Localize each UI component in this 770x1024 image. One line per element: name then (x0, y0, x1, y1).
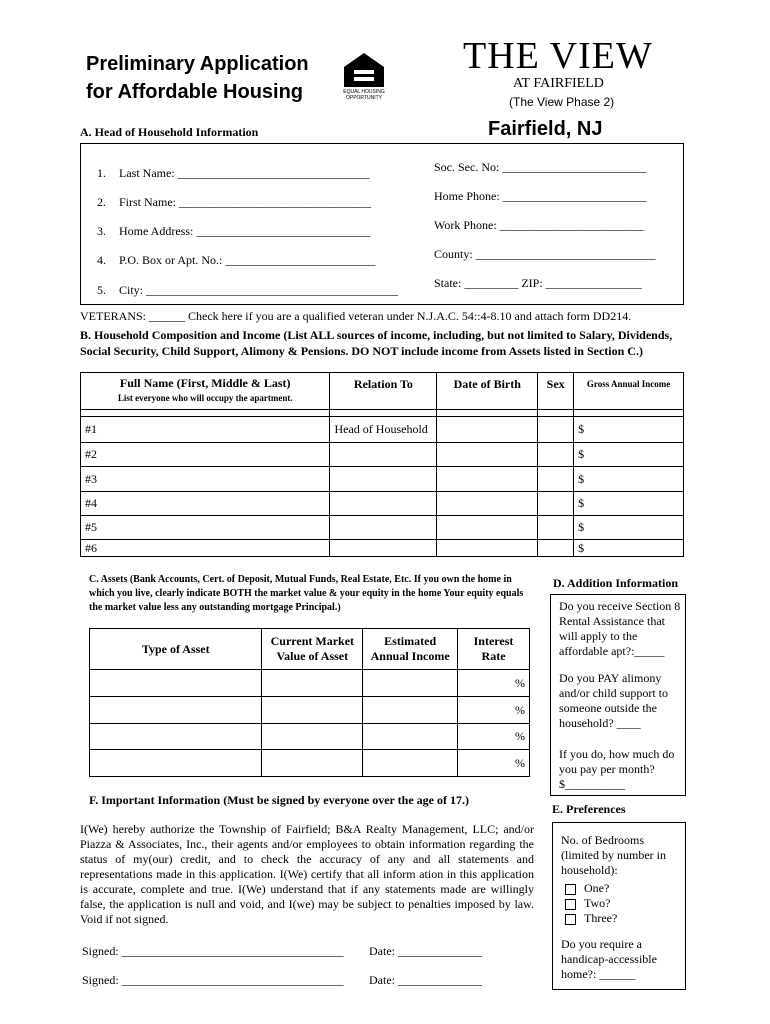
section-b-title: B. Household Composition and Income (List ALL sources of income, including, but not limited to Salary, Dividends, Social Security, Child Support, Alimony & Pensions. DO NOT include income from Assets listed in Section C.) (80, 328, 673, 358)
row-dob[interactable] (437, 516, 538, 540)
first-name-field[interactable]: First Name: ________________________________ (119, 195, 371, 209)
po-box-num: 4. (97, 253, 106, 267)
row-sex[interactable] (538, 417, 574, 443)
table-row (90, 670, 530, 697)
asset-type-cell[interactable] (90, 697, 262, 724)
alimony-amount-question[interactable]: If you do, how much do you pay per month? $__________ (559, 747, 675, 791)
additional-info-box (550, 594, 686, 796)
signature-line-2[interactable]: Signed: _____________________________________ (82, 973, 344, 987)
state-zip-field[interactable]: State: _________ ZIP: ________________ (434, 276, 642, 290)
row-dob[interactable] (437, 540, 538, 557)
asset-type-cell[interactable] (90, 750, 262, 777)
interest-rate-cell[interactable]: % (458, 697, 530, 724)
table-row (81, 492, 684, 516)
location-label: Fairfield, NJ (488, 118, 603, 140)
row-sex[interactable] (538, 443, 574, 467)
asset-type-cell[interactable] (90, 724, 262, 750)
col-income-header: Gross Annual Income (574, 373, 684, 410)
home-address-num: 3. (97, 224, 106, 238)
col-interest-rate-header: Interest Rate (458, 629, 530, 670)
market-value-cell[interactable] (262, 750, 363, 777)
checkbox-icon[interactable] (565, 884, 576, 895)
checkbox-icon[interactable] (565, 914, 576, 925)
option-two-label: Two? (584, 896, 611, 910)
last-name-field[interactable]: Last Name: ________________________________ (119, 166, 370, 180)
table-row (81, 467, 684, 492)
po-box-field[interactable]: P.O. Box or Apt. No.: _________________________ (119, 253, 376, 267)
signature-line-1[interactable]: Signed: _____________________________________ (82, 944, 344, 958)
row-num: #5 (81, 516, 330, 540)
interest-rate-cell[interactable]: % (458, 750, 530, 777)
city-num: 5. (97, 283, 106, 297)
row-num: #3 (81, 467, 330, 492)
home-phone-field[interactable]: Home Phone: ________________________ (434, 189, 647, 203)
home-address-field[interactable]: Home Address: _____________________________ (119, 224, 371, 238)
row-sex[interactable] (538, 540, 574, 557)
row-sex[interactable] (538, 467, 574, 492)
option-one[interactable] (565, 881, 609, 896)
estimated-income-cell[interactable] (363, 750, 458, 777)
application-title-line2: for Affordable Housing (86, 81, 304, 103)
row-income[interactable]: $ (574, 417, 684, 443)
row-num: #6 (81, 540, 330, 557)
household-table (80, 372, 684, 557)
market-value-cell[interactable] (262, 670, 363, 697)
option-two[interactable] (565, 896, 610, 911)
phase-label: (The View Phase 2) (509, 95, 615, 109)
date-line-1[interactable]: Date: ______________ (369, 944, 482, 958)
bedrooms-question: No. of Bedrooms (limited by number in household): (561, 833, 666, 877)
row-dob[interactable] (437, 467, 538, 492)
row-relation[interactable] (330, 492, 437, 516)
at-fairfield: AT FAIRFIELD (513, 76, 604, 91)
asset-type-cell[interactable] (90, 670, 262, 697)
row-relation[interactable] (330, 540, 437, 557)
interest-rate-cell[interactable]: % (458, 724, 530, 750)
row-relation[interactable] (330, 443, 437, 467)
option-three[interactable] (565, 911, 617, 926)
col-sex-header: Sex (538, 373, 574, 410)
equal-housing-logo: EQUAL HOUSING OPPORTUNITY (341, 51, 387, 103)
table-row (81, 443, 684, 467)
col-dob-header: Date of Birth (437, 373, 538, 410)
section8-question[interactable]: Do you receive Section 8 Rental Assistance that will apply to the affordable apt?:_____ (559, 599, 681, 658)
county-field[interactable]: County: ______________________________ (434, 247, 656, 261)
option-one-label: One? (584, 881, 610, 895)
table-row (90, 724, 530, 750)
veterans-field[interactable]: VETERANS: ______ Check here if you are a qualified veteran under N.J.A.C. 54::4-8.10 and attach form DD214. (80, 309, 632, 323)
table-row (81, 516, 684, 540)
row-income[interactable]: $ (574, 492, 684, 516)
authorization-text: I(We) hereby authorize the Township of Fairfield; B&A Realty Management, LLC; and/or Piazza & Associates, Inc., their agents and/or employees to obtain information regarding the status of my(our) credit, and to check the accuracy of any and all statements and representations made in this application. I(We) certify that all inform ation in this application is accurate, complete and true. I(We) understand that if any statements made are willingly false, the application is null and void, and I(we) may be subject to penalties imposed by law. Void if not signed. (80, 822, 534, 926)
checkbox-icon[interactable] (565, 899, 576, 910)
alimony-question[interactable]: Do you PAY alimony and/or child support to someone outside the household? ____ (559, 671, 668, 730)
col-relation-header: Relation To (330, 373, 437, 410)
table-row (90, 697, 530, 724)
row-relation[interactable] (330, 516, 437, 540)
section-e-title: E. Preferences (552, 802, 626, 816)
row-dob[interactable] (437, 492, 538, 516)
first-name-num: 2. (97, 195, 106, 209)
row-income[interactable]: $ (574, 443, 684, 467)
row-income[interactable]: $ (574, 467, 684, 492)
work-phone-field[interactable]: Work Phone: ________________________ (434, 218, 644, 232)
the-view-logo-text: THE VIEW (463, 35, 653, 77)
row-dob[interactable] (437, 417, 538, 443)
table-row (81, 540, 684, 557)
market-value-cell[interactable] (262, 724, 363, 750)
estimated-income-cell[interactable] (363, 697, 458, 724)
section-c-title: C. Assets (Bank Accounts, Cert. of Deposit, Mutual Funds, Real Estate, Etc. If you own the home in which you live, clearly indicate BOTH the market value & your equity in the home Your equity equals the market value less any outstanding mortgage Principal.) (89, 574, 524, 613)
row-num: #4 (81, 492, 330, 516)
table-row (81, 417, 684, 443)
city-field[interactable]: City: __________________________________________ (119, 283, 399, 297)
option-three-label: Three? (584, 911, 618, 925)
row-dob[interactable] (437, 443, 538, 467)
estimated-income-cell[interactable] (363, 670, 458, 697)
col-market-value-header: Current Market Value of Asset (262, 629, 363, 670)
table-row (90, 750, 530, 777)
row-num: #2 (81, 443, 330, 467)
date-line-2[interactable]: Date: ______________ (369, 973, 482, 987)
estimated-income-cell[interactable] (363, 724, 458, 750)
row-sex[interactable] (538, 516, 574, 540)
row-income[interactable]: $ (574, 516, 684, 540)
row-income[interactable]: $ (574, 540, 684, 557)
col-asset-type-header: Type of Asset (90, 629, 262, 670)
section-d-title: D. Addition Information (553, 576, 679, 590)
market-value-cell[interactable] (262, 697, 363, 724)
handicap-question[interactable]: Do you require a handicap-accessible home?: ______ (561, 937, 657, 981)
section-a-title: A. Head of Household Information (80, 125, 259, 139)
interest-rate-cell[interactable]: % (458, 670, 530, 697)
row-sex[interactable] (538, 492, 574, 516)
row-relation[interactable]: Head of Household (330, 417, 437, 443)
col-full-name-header: Full Name (First, Middle & Last) List everyone who will occupy the apartment. (81, 373, 330, 410)
row-num: #1 (81, 417, 330, 443)
preferences-box (552, 822, 686, 990)
application-title-line1: Preliminary Application (86, 53, 309, 75)
col-estimated-income-header: Estimated Annual Income (363, 629, 458, 670)
ssn-field[interactable]: Soc. Sec. No: ________________________ (434, 160, 647, 174)
section-f-title: F. Important Information (Must be signed by everyone over the age of 17.) (89, 793, 469, 807)
last-name-num: 1. (97, 166, 106, 180)
assets-table (89, 628, 530, 777)
row-relation[interactable] (330, 467, 437, 492)
